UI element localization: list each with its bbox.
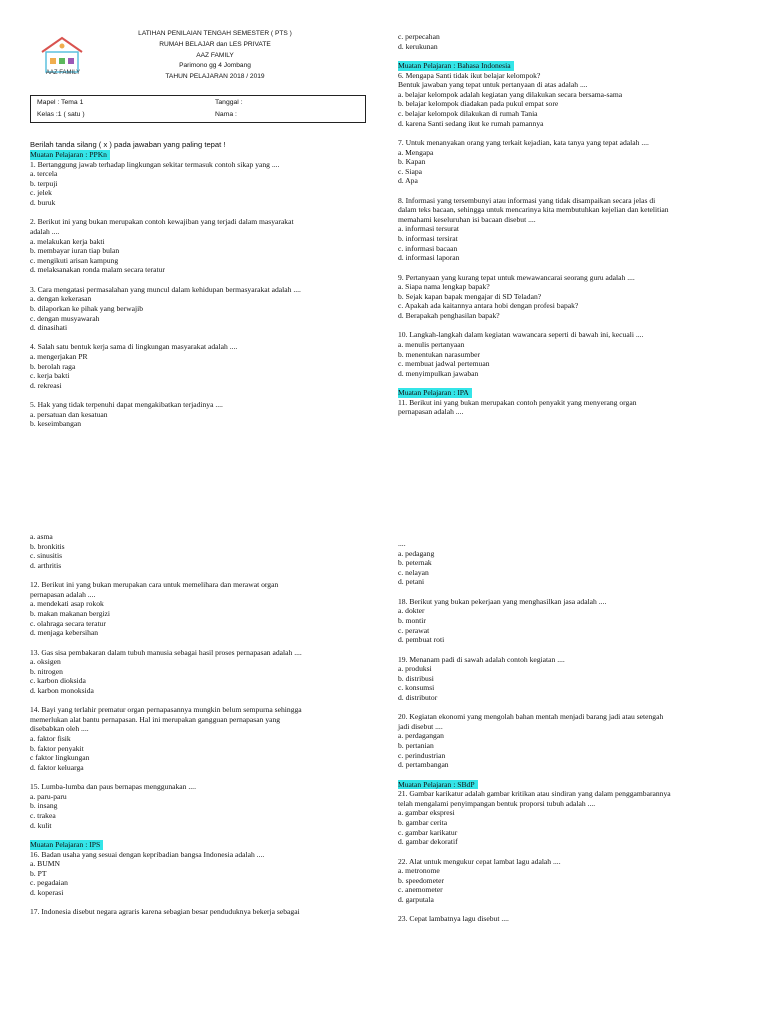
logo-caption: AAZ FAMILY [45,70,81,76]
question-line: c. olahraga secara teratur [30,618,106,628]
question-line: d. garputala [398,894,434,904]
question-line: d. rekreasi [30,380,62,390]
question-line: pernapasan adalah .... [30,589,96,599]
question-line: d. gambar dekoratif [398,837,458,847]
question-line: memerlukan alat bantu pernapasan. Hal ini merupakan gangguan pernapasan yang [30,714,281,724]
exam-header [30,26,368,96]
question-line: d. dinasihati [30,323,68,333]
question-line: 17. Indonesia disebut negara agraris karena sebagian besar penduduknya bekerja sebagai [30,907,300,917]
question-line: 14. Bayi yang terlahir prematur organ pernapasannya mungkin belum sempurna sehingga [30,705,302,715]
question-line: b. Sejak kapan bapak mengajar di SD Teladan? [398,291,542,301]
question-gap [30,208,384,218]
question-gap [398,703,752,713]
student-info-box [30,95,366,123]
question-line: adalah .... [30,226,60,236]
question-line: 16. Badan usaha yang sesuai dengan kepribadian bangsa Indonesia adalah .... [30,849,265,859]
question-line: d. menjaga kebersihan [30,628,99,638]
question-line: a. oksigen [30,657,61,667]
question-line: 7. Untuk menanyakan orang yang terkait kejadian, kata tanya yang tepat adalah .... [398,137,649,147]
question-line: disebabkan oleh .... [30,724,89,734]
question-gap [398,587,752,597]
question-line: 4. Salah satu bentuk kerja sama di lingkungan masyarakat adalah .... [30,342,238,352]
column-bottom-right [398,539,752,924]
question-line: 21. Gambar karikatur adalah gambar kritikan atau sindiran yang dalam penggambarannya [398,789,671,799]
section-row [30,840,384,850]
question-line: d. faktor keluarga [30,762,84,772]
instruction-text: Berilah tanda silang ( x ) pada jawaban yang paling tepat ! [30,140,226,149]
question-gap [30,696,384,706]
question-line: a. mengerjakan PR [30,352,88,362]
question-gap [30,772,384,782]
question-line: b. gambar cerita [398,818,448,828]
header-family: AAZ FAMILY [196,51,234,59]
question-line: 23. Cepat lambatnya lagu disebut .... [398,914,509,924]
question-gap [398,51,752,61]
section-row [30,150,384,160]
question-gap [30,570,384,580]
column-top-left [30,150,384,429]
header-institution: RUMAH BELAJAR dan LES PRIVATE [159,40,271,48]
date-field: Tanggal : [215,99,243,106]
question-line: d. kulit [30,820,52,830]
question-line: c. informasi bacaan [398,243,458,253]
school-logo [36,32,88,84]
question-line: 2. Berikut ini yang bukan merupakan contoh kewajiban yang terjadi dalam masyarakat [30,217,294,227]
question-line: a. tercela [30,169,58,179]
question-line: c. belajar kelompok dilakukan di rumah Tania [398,108,538,118]
question-gap [30,898,384,908]
question-line: c faktor lingkungan [30,753,90,763]
question-line: b. distribusi [398,673,434,683]
question-line: c. trakea [30,811,56,821]
question-line: 8. Informasi yang tersembunyi atau informasi yang tidak disampaikan secara jelas di [398,195,656,205]
question-line: a. faktor fisik [30,734,71,744]
question-line: a. melakukan kerja bakti [30,236,105,246]
question-line: c. nelayan [398,567,429,577]
subject-section-heading: Muatan Pelajaran : IPA [398,388,472,398]
question-line: 10. Langkah-langkah dalam kegiatan wawancara seperti di bawah ini, kecuali .... [398,330,644,340]
question-line: a. Siapa nama lengkap bapak? [398,282,490,292]
question-line: 11. Berikut ini yang bukan merupakan contoh penyakit yang menyerang organ [398,397,637,407]
question-line: c. perawat [398,625,430,635]
question-line: a. informasi tersurat [398,224,459,234]
question-gap [30,390,384,400]
section-row [398,61,752,71]
question-line: b. pertanian [398,741,434,751]
question-line: b. bronkitis [30,541,65,551]
question-line: 5. Hak yang tidak terpenuhi dapat mengakibatkan terjadinya .... [30,400,223,410]
question-line: b. dilaporkan ke pihak yang berwajib [30,303,144,313]
question-line: c. dengan musyawarah [30,313,100,323]
question-line: memahami keseluruhan isi bacaan disebut .... [398,214,536,224]
question-line: b. nitrogen [30,666,63,676]
question-line: c. jelek [30,188,52,198]
name-field: Nama : [215,111,237,118]
section-row [398,780,752,790]
question-line: d. karena Santi sedang ikut ke rumah pamannya [398,118,544,128]
header-title: LATIHAN PENILAIAN TENGAH SEMESTER ( PTS ) [138,30,292,37]
question-line: a. produksi [398,664,432,674]
question-line: d. informasi laporan [398,253,460,263]
question-line: d. pertambangan [398,760,449,770]
question-line: .... [398,539,406,548]
question-line: b. montir [398,615,426,625]
question-gap [398,321,752,331]
question-line: b. peternak [398,558,432,568]
question-line: telah mengalami penyimpangan bentuk proporsi tubuh adalah .... [398,798,596,808]
question-line: a. paru-paru [30,791,67,801]
subject-field: Mapel : Tema 1 [37,99,84,106]
question-line: a. gambar ekspresi [398,808,455,818]
question-line: 15. Lumba-lumba dan paus bernapas menggunakan .... [30,782,196,792]
question-line: b. PT [30,868,47,878]
question-line: a. dengan kekerasan [30,294,92,304]
question-line: b. terpuji [30,178,58,188]
question-line: jadi disebut .... [398,721,443,731]
question-gap [398,263,752,273]
question-line: d. kerukunan [398,41,438,51]
question-line: pernapasan adalah .... [398,407,464,417]
question-line: c. pegadaian [30,878,68,888]
question-line: c. mengikuti arisan kampung [30,255,119,265]
question-line: a. menulis pertanyaan [398,340,465,350]
question-line: b. berolah raga [30,361,76,371]
question-line: 3. Cara mengatasi permasalahan yang muncul dalam kehidupan bermasyarakat adalah .... [30,284,301,294]
question-gap [30,275,384,285]
question-line: c. sinusitis [30,551,63,561]
question-line: 20. Kegiatan ekonomi yang mengolah bahan mentah menjadi barang jadi atau setengah [398,712,664,722]
question-line: d. melaksanakan ronda malam secara teratur [30,265,165,275]
question-line: Bentuk jawaban yang tepat untuk pertanyaan di atas adalah .... [398,80,588,90]
question-line: a. dokter [398,606,425,616]
question-line: c. konsumsi [398,683,435,693]
question-line: a. perdagangan [398,731,444,741]
question-line: 6. Mengapa Santi tidak ikut belajar kelompok? [398,70,541,80]
question-line: c. karbon dioksida [30,676,86,686]
question-line: 19. Menanam padi di sawah adalah contoh kegiatan .... [398,654,565,664]
question-line: 18. Berikut yang bukan pekerjaan yang menghasilkan jasa adalah .... [398,596,607,606]
question-line: c. perpecahan [398,32,440,41]
question-gap [30,638,384,648]
question-line: dalam teks bacaan, sehingga untuk mencarinya kita membutuhkan kejelian dan ketelitian [398,205,669,215]
question-gap [398,905,752,915]
column-bottom-left [30,532,384,917]
question-line: 1. Bertanggung jawab terhadap lingkungan sekitar termasuk contoh sikap yang .... [30,159,280,169]
question-line: c. Apakah ada kaitannya antara hobi dengan profesi bapak? [398,301,579,311]
question-line: a. persatuan dan kesatuan [30,409,108,419]
question-line: d. menyimpulkan jawaban [398,368,479,378]
question-line: 9. Pertanyaan yang kurang tepat untuk mewawancarai seorang guru adalah .... [398,272,635,282]
question-line: a. pedagang [398,548,435,558]
header-text [96,29,334,83]
question-line: a. belajar kelompok adalah kegiatan yang dilakukan secara bersama-sama [398,89,623,99]
class-field: Kelas :1 ( satu ) [37,111,85,118]
question-line: a. asma [30,532,53,541]
question-line: b. keseimbangan [30,419,82,429]
question-line: b. informasi tersirat [398,234,458,244]
header-year: TAHUN PELAJARAN 2018 / 2019 [165,73,265,81]
question-line: c. gambar karikatur [398,827,458,837]
question-line: c. perindustrian [398,750,446,760]
question-gap [30,830,384,840]
question-gap [398,770,752,780]
column-top-right [398,32,752,417]
question-line: b. insang [30,801,58,811]
question-line: c. anemometer [398,885,443,895]
question-line: d. karbon monoksida [30,685,94,695]
section-row [398,388,752,398]
question-line: c. Siapa [398,166,423,176]
question-gap [398,645,752,655]
question-line: a. Mengapa [398,147,434,157]
header-address: Parimono gg 4 Jombang [179,62,251,70]
question-line: d. koperasi [30,887,64,897]
question-line: b. membayar iuran tiap bulan [30,246,120,256]
question-line: 12. Berikut ini yang bukan merupakan cara untuk memelihara dan merawat organ [30,580,279,590]
question-line: d. Apa [398,176,418,186]
question-gap [398,378,752,388]
question-line: 13. Gas sisa pembakaran dalam tubuh manusia sebagai hasil proses pernapasan adalah .... [30,647,302,657]
question-line: d. buruk [30,197,56,207]
question-line: d. distributor [398,692,438,702]
question-line: d. arthritis [30,560,62,570]
question-line: a. mendekati asap rokok [30,599,104,609]
subject-section-heading: Muatan Pelajaran : PPKn [30,150,110,160]
subject-section-heading: Muatan Pelajaran : IPS [30,840,103,850]
question-line: b. Kapan [398,157,426,167]
question-line: b. makan makanan bergizi [30,608,110,618]
question-gap [398,186,752,196]
question-line: d. pembuat roti [398,635,445,645]
question-line: b. belajar kelompok diadakan pada pukul empat sore [398,99,559,109]
question-gap [398,847,752,857]
subject-section-heading: Muatan Pelajaran : SBdP [398,780,478,790]
question-line: c. membuat jadwal pertemuan [398,359,490,369]
question-line: b. speedometer [398,875,444,885]
question-line: d. petani [398,577,425,587]
question-line: a. BUMN [30,859,60,869]
question-line: 22. Alat untuk mengukur cepat lambat lagu adalah .... [398,856,561,866]
question-line: d. Berapakah penghasilan bapak? [398,311,500,321]
question-gap [30,333,384,343]
subject-section-heading: Muatan Pelajaran : Bahasa Indonesia [398,61,514,71]
question-line: b. menentukan narasumber [398,349,481,359]
question-gap [398,128,752,138]
question-line: b. faktor penyakit [30,743,84,753]
question-line: c. kerja bakti [30,371,70,381]
question-line: a. metronome [398,866,440,876]
